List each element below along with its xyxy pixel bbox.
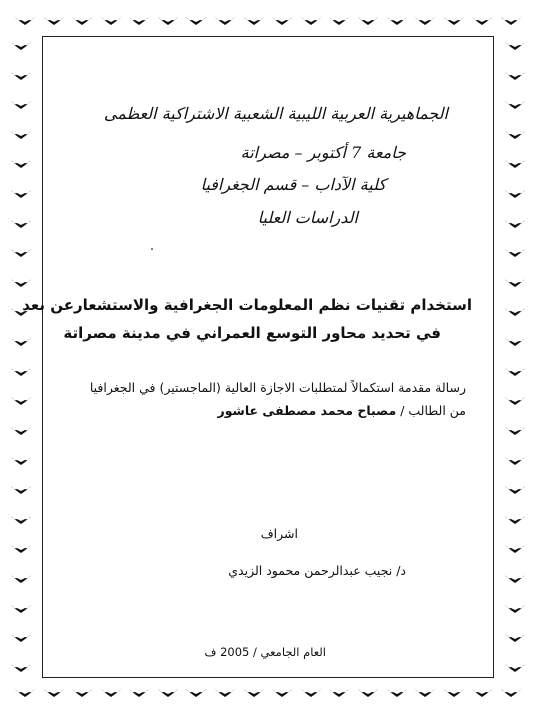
bat-ornament-icon	[504, 277, 526, 289]
bat-ornament-icon	[271, 687, 293, 699]
bat-ornament-icon	[504, 484, 526, 496]
left-ornament-border	[10, 32, 32, 682]
bat-ornament-icon	[504, 218, 526, 230]
bat-ornament-icon	[10, 129, 32, 141]
bat-ornament-icon	[504, 543, 526, 555]
header-faculty-department: كلية الآداب – قسم الجغرافيا	[200, 175, 386, 194]
bat-ornament-icon	[157, 687, 179, 699]
bat-ornament-icon	[10, 336, 32, 348]
thesis-title-line-1: استخدام تقنيات نظم المعلومات الجغرافية والاستشعارعن بعد	[22, 296, 472, 314]
right-ornament-border	[504, 32, 526, 682]
bat-ornament-icon	[504, 395, 526, 407]
bat-ornament-icon	[504, 70, 526, 82]
bat-ornament-icon	[10, 218, 32, 230]
bat-ornament-icon	[10, 247, 32, 259]
bat-ornament-icon	[157, 15, 179, 27]
bat-ornament-icon	[328, 15, 350, 27]
stray-dot	[151, 248, 153, 250]
bat-ornament-icon	[100, 15, 122, 27]
bat-ornament-icon	[10, 99, 32, 111]
bat-ornament-icon	[10, 366, 32, 378]
bat-ornament-icon	[500, 687, 522, 699]
supervision-label: اشراف	[260, 526, 298, 541]
header-university: جامعة 7 أكتوبر – مصراتة	[240, 143, 406, 162]
bat-ornament-icon	[14, 687, 36, 699]
bat-ornament-icon	[100, 687, 122, 699]
bat-ornament-icon	[243, 687, 265, 699]
bat-ornament-icon	[10, 395, 32, 407]
bat-ornament-icon	[10, 632, 32, 644]
bat-ornament-icon	[504, 247, 526, 259]
bat-ornament-icon	[10, 662, 32, 674]
bat-ornament-icon	[43, 15, 65, 27]
bat-ornament-icon	[504, 99, 526, 111]
student-prefix: من الطالب /	[400, 403, 466, 418]
header-state-name: الجماهيرية العربية الليبية الشعبية الاشتراكية العظمى	[103, 104, 448, 123]
bat-ornament-icon	[10, 277, 32, 289]
bat-ornament-icon	[471, 15, 493, 27]
bat-ornament-icon	[500, 15, 522, 27]
bat-ornament-icon	[386, 15, 408, 27]
student-line	[218, 403, 466, 418]
bat-ornament-icon	[504, 662, 526, 674]
bat-ornament-icon	[71, 15, 93, 27]
bat-ornament-icon	[443, 687, 465, 699]
bat-ornament-icon	[504, 603, 526, 615]
bat-ornament-icon	[357, 15, 379, 27]
bat-ornament-icon	[128, 15, 150, 27]
bat-ornament-icon	[14, 15, 36, 27]
bat-ornament-icon	[10, 573, 32, 585]
bat-ornament-icon	[128, 687, 150, 699]
bat-ornament-icon	[504, 632, 526, 644]
bat-ornament-icon	[10, 543, 32, 555]
bat-ornament-icon	[504, 40, 526, 52]
bat-ornament-icon	[10, 455, 32, 467]
bat-ornament-icon	[357, 687, 379, 699]
page-frame	[42, 36, 494, 678]
bat-ornament-icon	[300, 15, 322, 27]
bat-ornament-icon	[504, 573, 526, 585]
bat-ornament-icon	[10, 484, 32, 496]
bat-ornament-icon	[504, 336, 526, 348]
bat-ornament-icon	[10, 425, 32, 437]
bat-ornament-icon	[414, 15, 436, 27]
supervisor-name: د/ نجيب عبدالرحمن محمود الزيدي	[228, 563, 406, 578]
bat-ornament-icon	[243, 15, 265, 27]
bat-ornament-icon	[10, 603, 32, 615]
bat-ornament-icon	[271, 15, 293, 27]
bat-ornament-icon	[443, 15, 465, 27]
bat-ornament-icon	[43, 687, 65, 699]
bat-ornament-icon	[10, 70, 32, 82]
bat-ornament-icon	[471, 687, 493, 699]
bat-ornament-icon	[504, 425, 526, 437]
thesis-statement: رسالة مقدمة استكمالاً لمتطلبات الاجازة العالية (الماجستير) في الجغرافيا	[89, 380, 466, 395]
top-ornament-border	[0, 10, 536, 32]
bat-ornament-icon	[328, 687, 350, 699]
bat-ornament-icon	[214, 15, 236, 27]
bat-ornament-icon	[10, 514, 32, 526]
student-name: مصباح محمد مصطفى عاشور	[217, 403, 397, 418]
bat-ornament-icon	[504, 306, 526, 318]
bat-ornament-icon	[386, 687, 408, 699]
bat-ornament-icon	[185, 15, 207, 27]
bat-ornament-icon	[504, 455, 526, 467]
bat-ornament-icon	[10, 158, 32, 170]
bat-ornament-icon	[504, 188, 526, 200]
bat-ornament-icon	[504, 129, 526, 141]
thesis-title-line-2: في تحديد محاور التوسع العمراني في مدينة مصراتة	[63, 324, 441, 342]
bat-ornament-icon	[10, 188, 32, 200]
bat-ornament-icon	[71, 687, 93, 699]
header-graduate-studies: الدراسات العليا	[257, 208, 358, 227]
bat-ornament-icon	[185, 687, 207, 699]
bat-ornament-icon	[504, 158, 526, 170]
bat-ornament-icon	[414, 687, 436, 699]
bat-ornament-icon	[300, 687, 322, 699]
academic-year: العام الجامعي / 2005 ف	[204, 645, 326, 659]
bat-ornament-icon	[10, 40, 32, 52]
bottom-ornament-border	[0, 682, 536, 704]
bat-ornament-icon	[504, 366, 526, 378]
bat-ornament-icon	[214, 687, 236, 699]
bat-ornament-icon	[504, 514, 526, 526]
